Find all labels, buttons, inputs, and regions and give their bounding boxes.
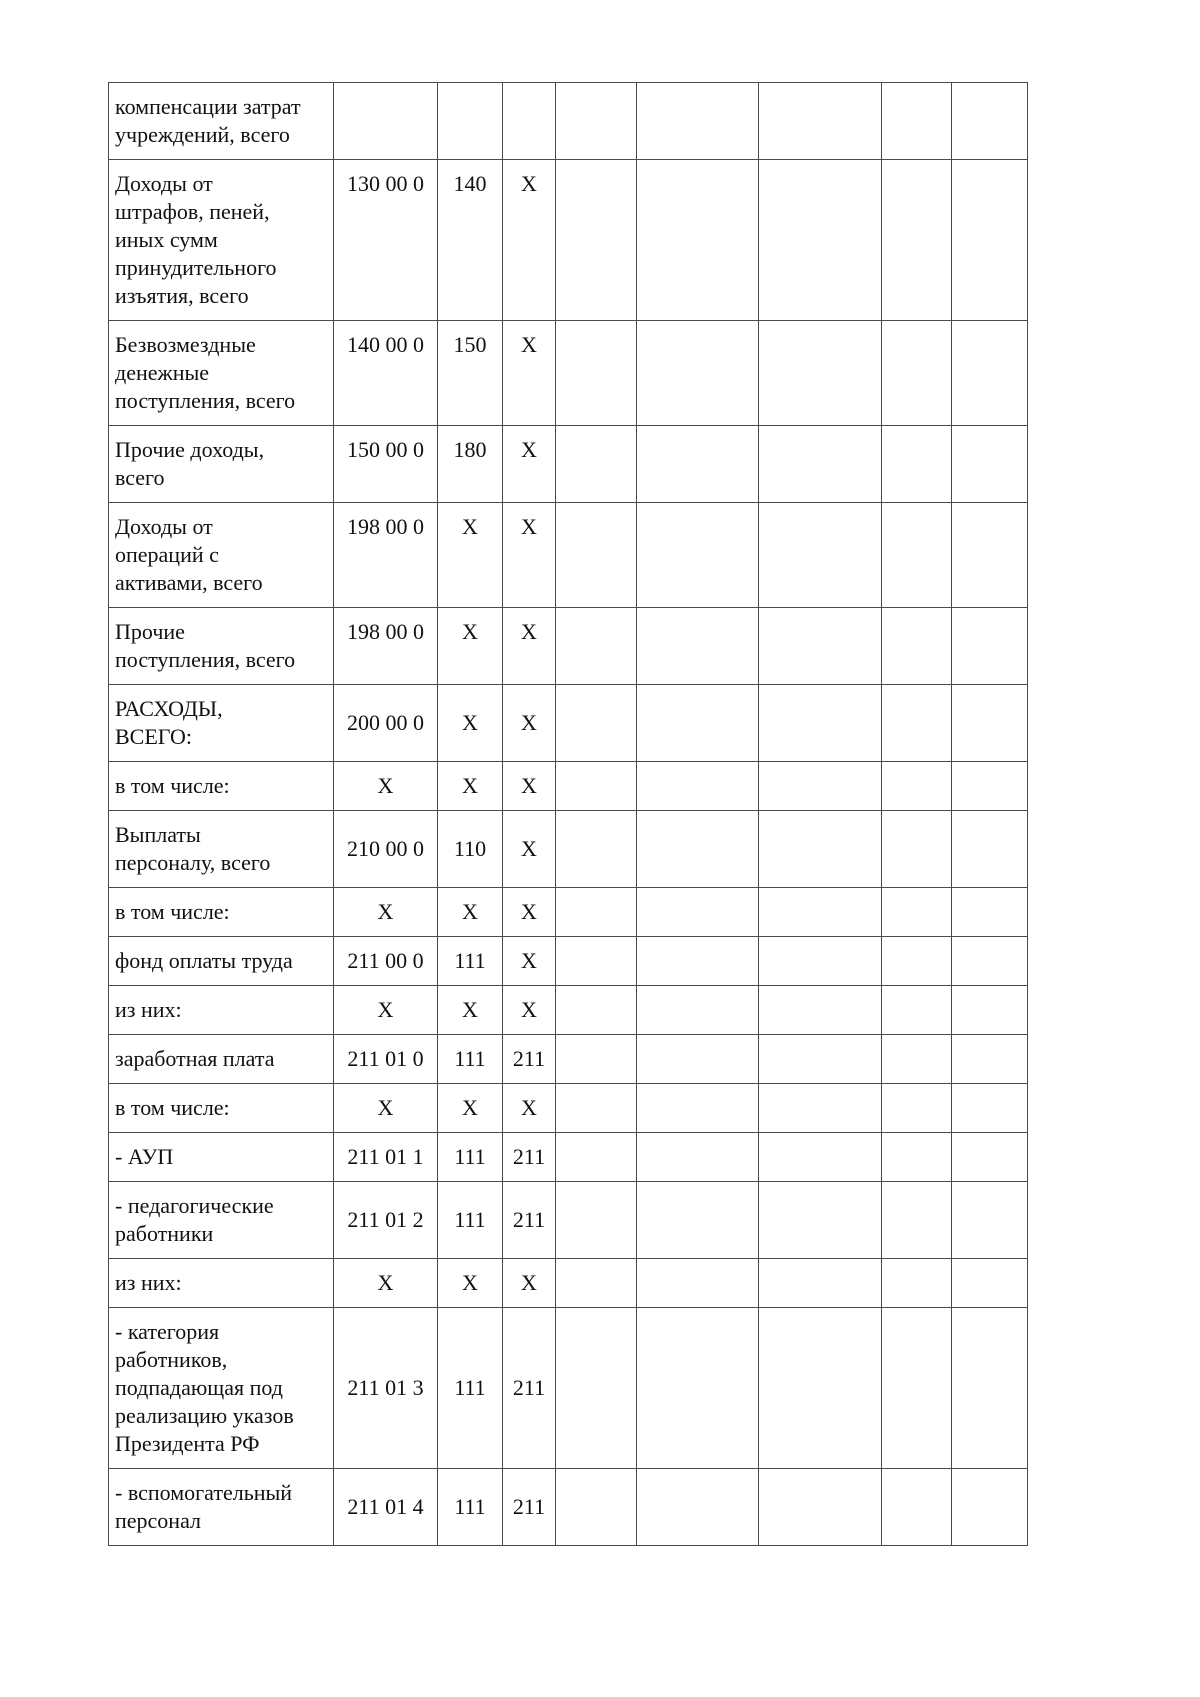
amount-cell-5	[952, 986, 1028, 1035]
line-code-cell	[334, 685, 438, 762]
kosgu-code-2: X	[521, 437, 537, 462]
amount-cell-3	[759, 503, 882, 608]
amount-cell-5	[952, 937, 1028, 986]
amount-cell-2	[637, 1084, 759, 1133]
indicator-name-cell	[109, 1308, 334, 1469]
indicator-name: в том числе:	[115, 773, 230, 798]
kosgu-code-2: 211	[512, 1375, 546, 1400]
indicator-name-cell	[109, 762, 334, 811]
line-code-cell	[334, 1308, 438, 1469]
kosgu-cell-2	[503, 1259, 556, 1308]
table-row	[109, 1133, 1028, 1182]
amount-cell-5	[952, 83, 1028, 160]
line-code: X	[377, 997, 394, 1022]
line-code: 200 00 0	[347, 710, 424, 735]
indicator-name-cell	[109, 160, 334, 321]
kosgu-cell-2	[503, 811, 556, 888]
amount-cell-4	[882, 685, 952, 762]
amount-cell-5	[952, 888, 1028, 937]
kosgu-code-1: 111	[454, 948, 486, 973]
indicator-name: - АУП	[115, 1144, 174, 1169]
table-row	[109, 888, 1028, 937]
kosgu-cell-1	[438, 1035, 503, 1084]
line-code: 150 00 0	[347, 437, 424, 462]
table-row	[109, 1035, 1028, 1084]
indicator-name: компенсации затрат учреждений, всего	[115, 94, 301, 147]
indicator-name-cell	[109, 811, 334, 888]
amount-cell-2	[637, 986, 759, 1035]
indicator-name-cell	[109, 1035, 334, 1084]
kosgu-cell-2	[503, 1133, 556, 1182]
amount-cell-4	[882, 83, 952, 160]
amount-cell-2	[637, 762, 759, 811]
amount-cell-3	[759, 608, 882, 685]
line-code-cell	[334, 888, 438, 937]
amount-cell-2	[637, 83, 759, 160]
indicator-name-cell	[109, 685, 334, 762]
table-row	[109, 321, 1028, 426]
amount-cell-5	[952, 160, 1028, 321]
kosgu-cell-1	[438, 1308, 503, 1469]
line-code-cell	[334, 1133, 438, 1182]
kosgu-code-2: X	[521, 899, 537, 924]
amount-cell-2	[637, 1035, 759, 1084]
amount-cell-3	[759, 1182, 882, 1259]
kosgu-code-2: 211	[512, 1207, 546, 1232]
amount-cell-2	[637, 1308, 759, 1469]
kosgu-cell-2	[503, 608, 556, 685]
indicator-name: из них:	[115, 997, 182, 1022]
amount-cell-4	[882, 762, 952, 811]
table-row	[109, 1084, 1028, 1133]
kosgu-code-1: 111	[454, 1207, 486, 1232]
kosgu-code-1: 111	[454, 1046, 486, 1071]
line-code-cell	[334, 160, 438, 321]
indicator-name: - категория работников, подпадающая под реализацию указов Президента РФ	[115, 1319, 294, 1456]
indicator-name-cell	[109, 503, 334, 608]
kosgu-code-2: X	[521, 836, 537, 861]
amount-cell-1	[556, 811, 637, 888]
amount-cell-5	[952, 811, 1028, 888]
kosgu-cell-1	[438, 888, 503, 937]
kosgu-cell-2	[503, 1308, 556, 1469]
line-code-cell	[334, 986, 438, 1035]
amount-cell-5	[952, 426, 1028, 503]
budget-plan-sheet	[108, 82, 1028, 1546]
amount-cell-1	[556, 608, 637, 685]
indicator-name-cell	[109, 986, 334, 1035]
table-row	[109, 762, 1028, 811]
amount-cell-5	[952, 1035, 1028, 1084]
table-row	[109, 1469, 1028, 1546]
table-row	[109, 503, 1028, 608]
amount-cell-4	[882, 937, 952, 986]
amount-cell-5	[952, 685, 1028, 762]
line-code: 211 01 3	[347, 1375, 424, 1400]
kosgu-code-1: X	[462, 899, 478, 924]
amount-cell-5	[952, 1469, 1028, 1546]
amount-cell-3	[759, 160, 882, 321]
amount-cell-3	[759, 1035, 882, 1084]
amount-cell-3	[759, 1308, 882, 1469]
kosgu-code-1: X	[462, 997, 478, 1022]
kosgu-code-1: 111	[454, 1375, 486, 1400]
amount-cell-2	[637, 160, 759, 321]
kosgu-cell-2	[503, 986, 556, 1035]
amount-cell-2	[637, 1259, 759, 1308]
amount-cell-1	[556, 1259, 637, 1308]
indicator-name: - педагогические работники	[115, 1193, 274, 1246]
amount-cell-4	[882, 1308, 952, 1469]
amount-cell-4	[882, 426, 952, 503]
budget-table-body	[109, 83, 1028, 1546]
indicator-name-cell	[109, 83, 334, 160]
amount-cell-3	[759, 83, 882, 160]
amount-cell-4	[882, 811, 952, 888]
indicator-name: Доходы от штрафов, пеней, иных сумм принудительного изъятия, всего	[115, 171, 277, 308]
amount-cell-4	[882, 1133, 952, 1182]
kosgu-cell-2	[503, 685, 556, 762]
amount-cell-3	[759, 1084, 882, 1133]
table-row	[109, 986, 1028, 1035]
kosgu-cell-2	[503, 83, 556, 160]
kosgu-code-1: 150	[453, 332, 487, 357]
amount-cell-2	[637, 503, 759, 608]
amount-cell-3	[759, 321, 882, 426]
line-code: 198 00 0	[347, 619, 424, 644]
amount-cell-3	[759, 937, 882, 986]
line-code: X	[377, 1095, 394, 1120]
kosgu-cell-2	[503, 426, 556, 503]
amount-cell-1	[556, 1035, 637, 1084]
amount-cell-5	[952, 1133, 1028, 1182]
amount-cell-2	[637, 1182, 759, 1259]
amount-cell-1	[556, 503, 637, 608]
line-code: 211 01 0	[347, 1046, 424, 1071]
kosgu-cell-1	[438, 1259, 503, 1308]
kosgu-code-2: X	[521, 514, 537, 539]
kosgu-code-2: X	[521, 619, 537, 644]
indicator-name: фонд оплаты труда	[115, 948, 293, 973]
amount-cell-1	[556, 1084, 637, 1133]
indicator-name: - вспомогательный персонал	[115, 1480, 293, 1533]
indicator-name-cell	[109, 937, 334, 986]
indicator-name-cell	[109, 1182, 334, 1259]
amount-cell-1	[556, 1469, 637, 1546]
kosgu-code-2: X	[521, 710, 537, 735]
amount-cell-1	[556, 986, 637, 1035]
amount-cell-5	[952, 1182, 1028, 1259]
amount-cell-2	[637, 937, 759, 986]
line-code-cell	[334, 811, 438, 888]
amount-cell-1	[556, 160, 637, 321]
amount-cell-4	[882, 888, 952, 937]
line-code: X	[377, 773, 394, 798]
line-code-cell	[334, 1035, 438, 1084]
amount-cell-1	[556, 762, 637, 811]
amount-cell-2	[637, 1469, 759, 1546]
amount-cell-5	[952, 1259, 1028, 1308]
line-code: 211 01 2	[347, 1207, 424, 1232]
amount-cell-3	[759, 685, 882, 762]
kosgu-cell-2	[503, 160, 556, 321]
amount-cell-2	[637, 1133, 759, 1182]
kosgu-code-1: X	[462, 1095, 478, 1120]
budget-table	[108, 82, 1028, 1546]
amount-cell-5	[952, 608, 1028, 685]
kosgu-cell-1	[438, 1182, 503, 1259]
indicator-name: Доходы от операций с активами, всего	[115, 514, 263, 595]
kosgu-cell-1	[438, 83, 503, 160]
line-code: X	[377, 899, 394, 924]
indicator-name-cell	[109, 426, 334, 503]
kosgu-cell-2	[503, 1035, 556, 1084]
kosgu-cell-2	[503, 937, 556, 986]
amount-cell-3	[759, 1469, 882, 1546]
amount-cell-5	[952, 1308, 1028, 1469]
kosgu-code-2: X	[521, 1095, 537, 1120]
kosgu-cell-1	[438, 937, 503, 986]
line-code-cell	[334, 426, 438, 503]
kosgu-cell-2	[503, 1182, 556, 1259]
amount-cell-4	[882, 1469, 952, 1546]
amount-cell-1	[556, 426, 637, 503]
table-row	[109, 426, 1028, 503]
kosgu-code-1: X	[462, 773, 478, 798]
amount-cell-4	[882, 1035, 952, 1084]
amount-cell-4	[882, 321, 952, 426]
indicator-name: Прочие доходы, всего	[115, 437, 265, 490]
kosgu-cell-2	[503, 503, 556, 608]
table-row	[109, 1308, 1028, 1469]
kosgu-cell-2	[503, 762, 556, 811]
amount-cell-1	[556, 1133, 637, 1182]
indicator-name-cell	[109, 1259, 334, 1308]
line-code: 211 00 0	[347, 948, 424, 973]
amount-cell-1	[556, 937, 637, 986]
kosgu-cell-1	[438, 503, 503, 608]
kosgu-cell-2	[503, 1084, 556, 1133]
amount-cell-4	[882, 1084, 952, 1133]
amount-cell-2	[637, 321, 759, 426]
kosgu-cell-1	[438, 426, 503, 503]
amount-cell-3	[759, 811, 882, 888]
kosgu-cell-2	[503, 888, 556, 937]
line-code-cell	[334, 321, 438, 426]
table-row	[109, 685, 1028, 762]
line-code-cell	[334, 83, 438, 160]
indicator-name-cell	[109, 1469, 334, 1546]
line-code-cell	[334, 1469, 438, 1546]
indicator-name: РАСХОДЫ, ВСЕГО:	[115, 696, 223, 749]
kosgu-code-2: 211	[512, 1144, 546, 1169]
table-row	[109, 811, 1028, 888]
line-code: 211 01 4	[347, 1494, 424, 1519]
kosgu-code-1: X	[462, 619, 478, 644]
amount-cell-1	[556, 321, 637, 426]
kosgu-cell-1	[438, 685, 503, 762]
amount-cell-3	[759, 1133, 882, 1182]
line-code: 140 00 0	[347, 332, 424, 357]
amount-cell-4	[882, 160, 952, 321]
table-row	[109, 937, 1028, 986]
kosgu-cell-1	[438, 608, 503, 685]
kosgu-code-1: 140	[453, 171, 487, 196]
line-code: 198 00 0	[347, 514, 424, 539]
indicator-name: в том числе:	[115, 1095, 230, 1120]
amount-cell-2	[637, 811, 759, 888]
kosgu-cell-1	[438, 762, 503, 811]
indicator-name: Прочие поступления, всего	[115, 619, 296, 672]
kosgu-code-2: X	[521, 948, 537, 973]
kosgu-code-2: X	[521, 332, 537, 357]
amount-cell-2	[637, 685, 759, 762]
amount-cell-5	[952, 503, 1028, 608]
kosgu-cell-1	[438, 811, 503, 888]
indicator-name-cell	[109, 1084, 334, 1133]
line-code: 210 00 0	[347, 836, 424, 861]
amount-cell-5	[952, 321, 1028, 426]
kosgu-cell-1	[438, 1133, 503, 1182]
amount-cell-3	[759, 762, 882, 811]
table-row	[109, 83, 1028, 160]
line-code: 130 00 0	[347, 171, 424, 196]
indicator-name-cell	[109, 608, 334, 685]
line-code: X	[377, 1270, 394, 1295]
amount-cell-3	[759, 1259, 882, 1308]
kosgu-cell-2	[503, 1469, 556, 1546]
kosgu-code-1: X	[462, 1270, 478, 1295]
amount-cell-1	[556, 685, 637, 762]
indicator-name-cell	[109, 1133, 334, 1182]
line-code-cell	[334, 762, 438, 811]
kosgu-cell-1	[438, 160, 503, 321]
kosgu-cell-1	[438, 1084, 503, 1133]
amount-cell-2	[637, 608, 759, 685]
indicator-name: Выплаты персоналу, всего	[115, 822, 271, 875]
kosgu-cell-2	[503, 321, 556, 426]
kosgu-code-1: 180	[453, 437, 487, 462]
line-code-cell	[334, 1182, 438, 1259]
line-code-cell	[334, 937, 438, 986]
kosgu-code-2: X	[521, 997, 537, 1022]
amount-cell-3	[759, 426, 882, 503]
indicator-name: из них:	[115, 1270, 182, 1295]
indicator-name-cell	[109, 321, 334, 426]
line-code: 211 01 1	[347, 1144, 424, 1169]
table-row	[109, 608, 1028, 685]
amount-cell-4	[882, 1182, 952, 1259]
indicator-name: Безвозмездные денежные поступления, всего	[115, 332, 296, 413]
kosgu-cell-1	[438, 986, 503, 1035]
kosgu-code-2: X	[521, 171, 537, 196]
indicator-name: заработная плата	[115, 1046, 275, 1071]
indicator-name: в том числе:	[115, 899, 230, 924]
amount-cell-3	[759, 888, 882, 937]
kosgu-code-1: 111	[454, 1144, 486, 1169]
amount-cell-4	[882, 608, 952, 685]
table-row	[109, 1182, 1028, 1259]
kosgu-cell-1	[438, 1469, 503, 1546]
line-code-cell	[334, 608, 438, 685]
line-code-cell	[334, 1259, 438, 1308]
amount-cell-4	[882, 986, 952, 1035]
amount-cell-1	[556, 1182, 637, 1259]
kosgu-code-2: X	[521, 1270, 537, 1295]
line-code-cell	[334, 1084, 438, 1133]
amount-cell-3	[759, 986, 882, 1035]
kosgu-code-2: 211	[512, 1494, 546, 1519]
amount-cell-2	[637, 426, 759, 503]
table-row	[109, 1259, 1028, 1308]
kosgu-code-2: X	[521, 773, 537, 798]
amount-cell-1	[556, 1308, 637, 1469]
kosgu-code-1: X	[462, 514, 478, 539]
line-code-cell	[334, 503, 438, 608]
amount-cell-4	[882, 1259, 952, 1308]
table-row	[109, 160, 1028, 321]
amount-cell-1	[556, 888, 637, 937]
kosgu-code-1: 110	[453, 836, 487, 861]
amount-cell-2	[637, 888, 759, 937]
amount-cell-5	[952, 762, 1028, 811]
indicator-name-cell	[109, 888, 334, 937]
kosgu-code-1: 111	[454, 1494, 486, 1519]
kosgu-cell-1	[438, 321, 503, 426]
amount-cell-4	[882, 503, 952, 608]
kosgu-code-1: X	[462, 710, 478, 735]
amount-cell-5	[952, 1084, 1028, 1133]
kosgu-code-2: 211	[512, 1046, 546, 1071]
amount-cell-1	[556, 83, 637, 160]
